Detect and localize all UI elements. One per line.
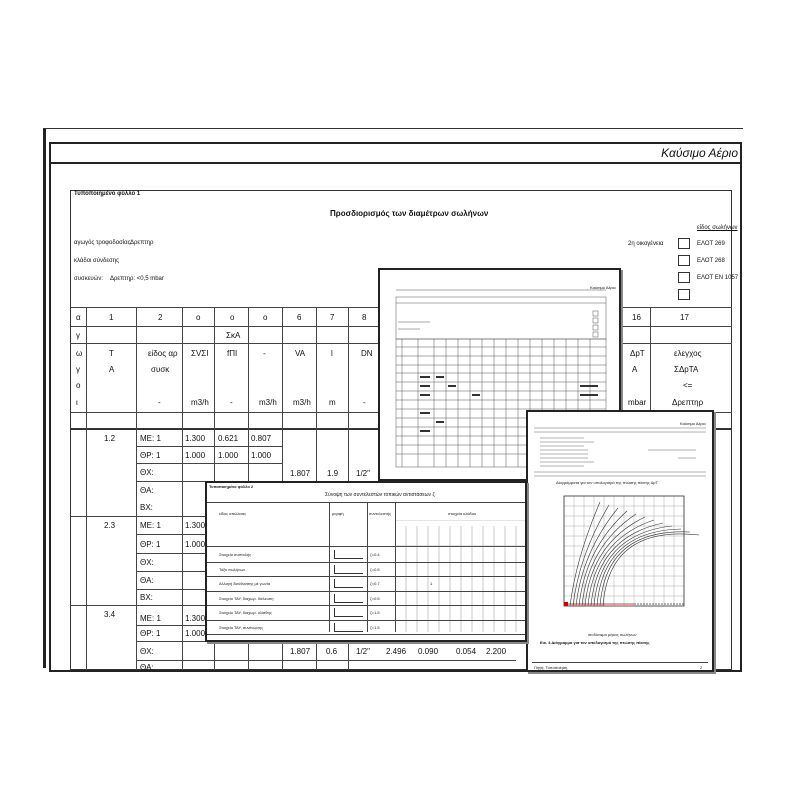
col-head: A xyxy=(109,365,115,374)
row-label: ΒΧ: xyxy=(140,503,153,512)
cell-value: 1.000 xyxy=(218,451,239,460)
row-label: ΘΑ: xyxy=(140,576,154,585)
col-num: ο xyxy=(230,313,235,322)
form2-col-head: συντελεστής xyxy=(369,511,392,516)
col-num: 17 xyxy=(680,313,689,322)
standard-checkbox-2[interactable] xyxy=(678,255,690,266)
col-num: 6 xyxy=(297,313,302,322)
row-label: ΘΧ: xyxy=(140,558,154,567)
row-label: ΘΑ: xyxy=(140,663,154,672)
standard-label-1: ΕΛΟΤ 269 xyxy=(697,241,725,247)
fitting-symbol-icon xyxy=(334,608,363,617)
form2-row-coef: ζ=0.5 xyxy=(370,595,380,601)
unit: mbar xyxy=(628,398,647,407)
form2-rule xyxy=(207,502,525,503)
unit: m3/h xyxy=(293,398,311,407)
standard-label-2: ΕΛΟΤ 268 xyxy=(697,258,725,264)
chart-xlabel: ισοδύναμο μήκος σωλήνων xyxy=(588,632,637,637)
col-head: VA xyxy=(295,349,306,358)
row-letter: α xyxy=(76,313,81,322)
row-label: ΘΑ: xyxy=(140,486,154,495)
row-rule xyxy=(136,463,282,464)
cell-value: 1.300 xyxy=(185,614,206,623)
chart-curve xyxy=(570,502,600,606)
form2-row-coef: ζ=0.7 xyxy=(370,581,380,586)
unit: m3/h xyxy=(191,398,209,407)
cell-value: 1.000 xyxy=(251,451,272,460)
row-letter: γ xyxy=(76,331,80,340)
form2-row-rule xyxy=(207,576,525,577)
col-head: είδος αρ xyxy=(148,349,178,358)
cell-value: 0.621 xyxy=(218,434,239,443)
form2-col-head: στοιχεία κλάδου xyxy=(448,511,477,516)
form2-row-name: Αλλαγή διεύθυνσης με γωνία xyxy=(219,581,271,586)
form2-row-rule xyxy=(207,591,525,592)
pressure-chart xyxy=(540,488,708,648)
form2-row-rule xyxy=(207,605,525,606)
cell-dn: 1/2" xyxy=(356,647,370,656)
row-label: ΘΧ: xyxy=(140,647,154,656)
col-num: 2 xyxy=(158,313,163,322)
header-mid-label: ΣκΑ xyxy=(226,331,241,340)
field-device-label: συσκευών: xyxy=(74,276,103,282)
standard-checkbox-4[interactable] xyxy=(678,289,690,300)
row-label: ΜΕ: 1 xyxy=(140,521,161,530)
row-rule xyxy=(136,553,216,554)
chart-footer-rule xyxy=(532,662,708,663)
section-id: 1.2 xyxy=(104,434,116,443)
col-num: ο xyxy=(263,313,268,322)
chart-curve xyxy=(597,529,681,606)
cell-extra: 0.054 xyxy=(456,647,477,656)
table-col-rule xyxy=(136,307,137,670)
section-rule xyxy=(70,605,215,606)
cell-va: 1.807 xyxy=(290,647,311,656)
cell-dn: 1/2" xyxy=(356,469,370,478)
document-left-edge xyxy=(43,128,46,668)
unit: - xyxy=(363,398,366,407)
cell-extra: 2.496 xyxy=(386,647,407,656)
document-title: Καύσιμο Αέριο xyxy=(661,146,738,160)
house-label: 2η οικογένεια xyxy=(628,241,664,247)
fitting-symbol-icon xyxy=(334,594,363,603)
chart-sheet-header: Καύσιμο Αέριο xyxy=(680,421,706,426)
col-num: ο xyxy=(196,313,201,322)
form2-label: Τυποποιημένο φύλλο 2 xyxy=(209,484,254,489)
col-num: 16 xyxy=(632,313,641,322)
cell-va: 1.807 xyxy=(290,469,311,478)
row-letter: ι xyxy=(76,398,78,407)
cell-value: 1.000 xyxy=(185,451,206,460)
chart-footer-right: 2 xyxy=(700,665,703,670)
row-letter: γ xyxy=(76,365,80,374)
fitting-symbol-icon xyxy=(334,550,363,559)
pipe-type-label: είδος σωλήνων xyxy=(697,225,738,231)
fitting-symbol-icon xyxy=(334,565,363,574)
document-top-edge xyxy=(43,128,743,129)
cell-extra: 2.200 xyxy=(486,647,507,656)
row-label: ΜΕ: 1 xyxy=(140,434,161,443)
cell-l: 1.9 xyxy=(327,469,339,478)
col-num: 7 xyxy=(330,313,335,322)
standard-checkbox-1[interactable] xyxy=(678,238,690,249)
unit: m xyxy=(329,398,336,407)
form2-title: Σύνοψη των συντελεστών τοπικών αντιστάσεων ζ xyxy=(325,492,435,498)
unit: - xyxy=(158,398,161,407)
form2-row-mark: 1 xyxy=(430,581,433,586)
form2-row-name: Στοιχείο ΤΑΥ, διαχωρ. ολίσθης xyxy=(219,610,272,615)
row-label: ΜΕ: 1 xyxy=(140,614,161,623)
cell-value: 1.000 xyxy=(185,629,206,638)
fitting-symbol-icon xyxy=(334,579,363,588)
unit: Δρεπτηρ xyxy=(672,398,704,407)
col-head: ΣΔpTA xyxy=(674,365,699,374)
chart-caption: Διαγράμματα για τον υπολογισμό της πτώσης πίεσης ΔpT xyxy=(556,480,658,485)
row-rule xyxy=(136,589,216,590)
col-head: ΣVΣΙ xyxy=(191,349,209,358)
col-num: 8 xyxy=(362,313,367,322)
sheet-title: Προσδιορισμός των διαμέτρων σωλήνων xyxy=(330,209,489,218)
form2-row-rule xyxy=(207,634,525,635)
fitting-symbol-icon xyxy=(334,623,363,632)
col-head: συσκ xyxy=(151,365,170,374)
chart-curve xyxy=(603,534,699,606)
header-divider xyxy=(49,162,742,164)
col-head: DN xyxy=(361,349,373,358)
row-label: ΘΡ: 1 xyxy=(140,451,161,460)
col-head: ΔpT xyxy=(630,349,645,358)
back-form-header: Καύσιμο Αέριο xyxy=(590,285,616,290)
col-head: ελεγχος xyxy=(674,349,702,358)
chart-curve xyxy=(576,508,618,606)
standard-checkbox-3[interactable] xyxy=(678,272,690,283)
field-supply-value[interactable]: Δρεπτηρ xyxy=(130,240,154,246)
section-id: 2.3 xyxy=(104,521,116,530)
col-head: Τ xyxy=(109,349,114,358)
col-head: - xyxy=(263,349,266,358)
table-col-rule xyxy=(86,307,87,670)
col-head: A xyxy=(632,365,638,374)
form2-row-name: Στοιχείο ΤΑΥ, συνένωσης xyxy=(219,624,264,630)
cell-l: 0.6 xyxy=(326,647,338,656)
form2-col-head: μορφή xyxy=(332,511,344,516)
cell-value: 1.300 xyxy=(185,521,206,530)
form2-row-coef: ζ=1.5 xyxy=(370,624,380,630)
form2-row-name: Στοιχείο ΤΑΥ, διαχωρ. διέλευση xyxy=(219,595,274,601)
chart-figure-caption: Εικ. 4 Διάγραμμα για τον υπολογισμό της πτώσης πίεσης xyxy=(540,640,650,645)
section-rule xyxy=(70,516,215,517)
row-rule xyxy=(136,660,516,661)
row-rule xyxy=(136,534,216,535)
table-col-rule xyxy=(182,307,183,670)
col-head: fΠΙ xyxy=(227,349,238,358)
standard-label-3: ΕΛΟΤ ΕΝ 1057 xyxy=(697,275,739,281)
form2-row-name: Τόξο σωλήνων xyxy=(219,566,246,572)
col-head: l xyxy=(331,349,333,358)
chart-curves xyxy=(570,502,699,606)
form2-row-coef: ζ=1.5 xyxy=(370,610,380,615)
form2-row-coef: ζ=0.4 xyxy=(370,552,380,557)
form2-col-rule xyxy=(367,502,368,632)
field-device-value[interactable]: Δρεπτηρ: <0,5 mbar xyxy=(110,276,164,282)
field-supply-label: αγωγός τροφοδοσίας: xyxy=(74,240,133,246)
row-rule xyxy=(136,446,282,447)
row-label: ΘΡ: 1 xyxy=(140,540,161,549)
cell-value: 1.300 xyxy=(185,434,206,443)
col-head: <= xyxy=(683,381,693,390)
row-letter: ο xyxy=(76,381,81,390)
form2-row-coef: ζ=0.5 xyxy=(370,566,380,572)
form2-row-rule xyxy=(207,620,525,621)
cell-value: 1.000 xyxy=(185,540,206,549)
row-label: ΒΧ: xyxy=(140,593,153,602)
form2-col-head: είδος απώλειας xyxy=(219,511,247,516)
col-num: 1 xyxy=(109,313,114,322)
row-letter: ω xyxy=(76,349,83,358)
chart-curve xyxy=(600,532,690,606)
section-id: 3.4 xyxy=(104,610,116,619)
row-label: ΘΧ: xyxy=(140,468,154,477)
form2-row-rule xyxy=(207,562,525,563)
chart-marker-point xyxy=(564,602,568,606)
sheet-label: Τυποποιημένο φύλλο 1 xyxy=(74,191,141,197)
form2-row-name: Στοιχείο συστολής xyxy=(219,552,251,557)
cell-value: 0.807 xyxy=(251,434,272,443)
field-branch-label: κλάδοι σύνδεσης xyxy=(74,258,119,264)
unit: - xyxy=(230,398,233,407)
form2-col-rule xyxy=(329,502,330,632)
row-label: ΘΡ: 1 xyxy=(140,629,161,638)
chart-footer-left: Πηγή: Τυποποίηση xyxy=(534,665,568,670)
row-rule xyxy=(136,571,216,572)
cell-extra: 0.090 xyxy=(418,647,439,656)
unit: m3/h xyxy=(259,398,277,407)
